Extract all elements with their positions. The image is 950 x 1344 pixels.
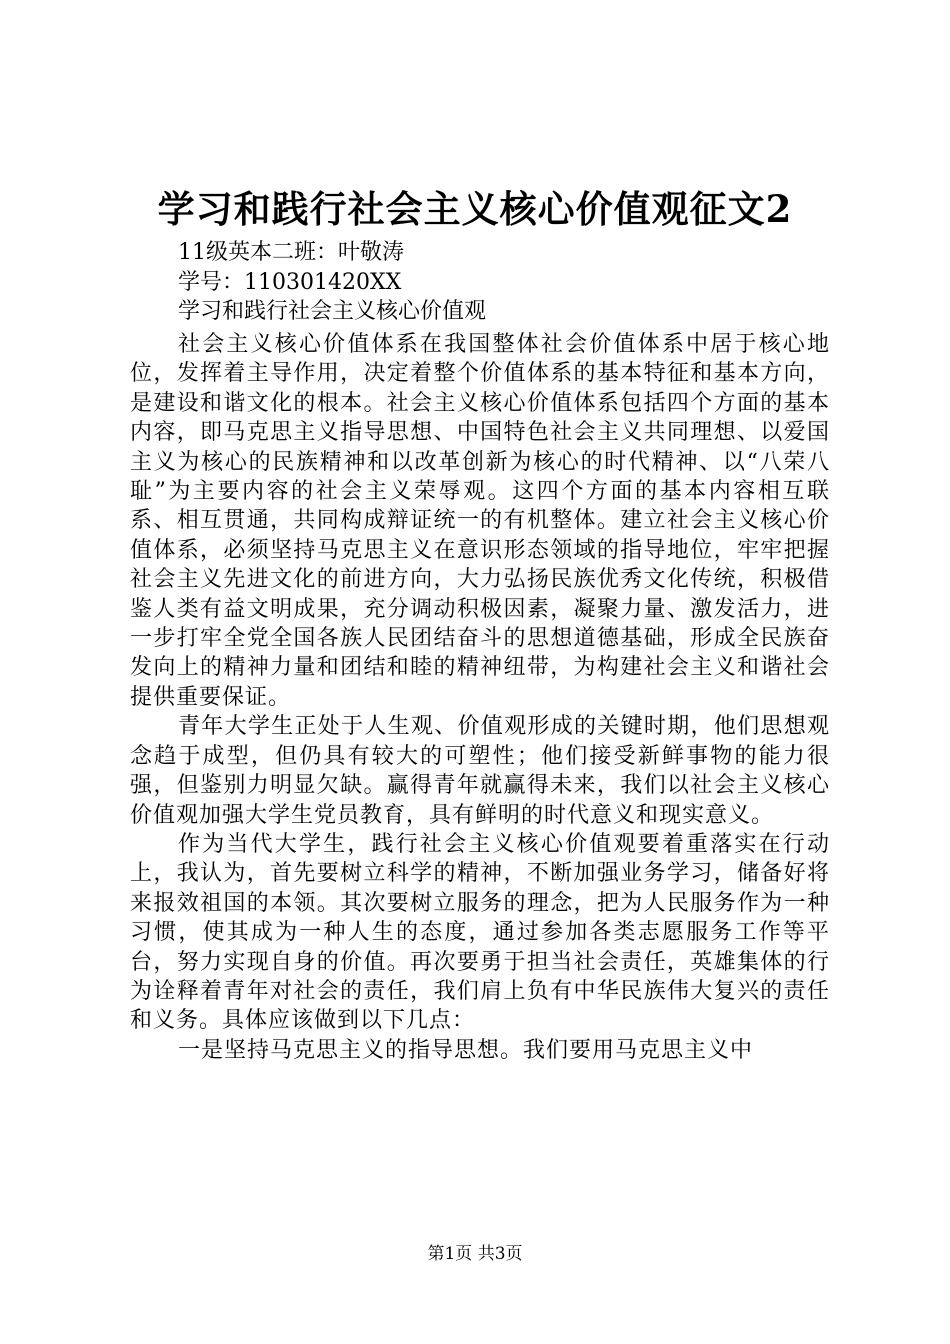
document-title: 学习和践行社会主义核心价值观征文2 [157, 187, 793, 231]
student-id-line: 学号：110301420XX [178, 270, 402, 295]
document-body [130, 330, 830, 1065]
page-number-footer: 第1页 共3页 [427, 1244, 523, 1264]
body-paragraph: 作为当代大学生，践行社会主义核心价值观要着重落实在行动上，我认为，首先要树立科学的精神，不断加强业务学习，储备好将来报效祖国的本领。其次要树立服务的理念，把为人民服务作为一种习惯，使其成为一种人生的态度，通过参加各类志愿服务工作等平台，努力实现自身的价值。再次要勇于担当社会责任，英雄集体的行为诠释着青年对社会的责任，我们肩上负有中华民族伟大复兴的责任和义务。具体应该做到以下几点： [130, 831, 830, 1034]
essay-subtitle: 学习和践行社会主义核心价值观 [178, 299, 487, 324]
body-paragraph: 青年大学生正处于人生观、价值观形成的关键时期，他们思想观念趋于成型，但仍具有较大的可塑性；他们接受新鲜事物的能力很强，但鉴别力明显欠缺。赢得青年就赢得未来，我们以社会主义核心价值观加强大学生党员教育，具有鲜明的时代意义和现实意义。 [130, 714, 830, 828]
body-paragraph: 社会主义核心价值体系在我国整体社会价值体系中居于核心地位，发挥着主导作用，决定着整个价值体系的基本特征和基本方向，是建设和谐文化的根本。社会主义核心价值体系包括四个方面的基本内容，即马克思主义指导思想、中国特色社会主义共同理想、以爱国主义为核心的民族精神和以改革创新为核心的时代精神、以“八荣八耻”为主要内容的社会主义荣辱观。这四个方面的基本内容相互联系、相互贯通，共同构成辩证统一的有机整体。建立社会主义核心价值体系，必须坚持马克思主义在意识形态领域的指导地位，牢牢把握社会主义先进文化的前进方向，大力弘扬民族优秀文化传统，积极借鉴人类有益文明成果，充分调动积极因素，凝聚力量、激发活力，进一步打牢全党全国各族人民团结奋斗的思想道德基础，形成全民族奋发向上的精神力量和团结和睦的精神纽带，为构建社会主义和谐社会提供重要保证。 [130, 332, 830, 710]
body-paragraph: 一是坚持马克思主义的指导思想。我们要用马克思主义中 [178, 1037, 754, 1063]
author-line: 11级英本二班：叶敬涛 [178, 240, 404, 265]
